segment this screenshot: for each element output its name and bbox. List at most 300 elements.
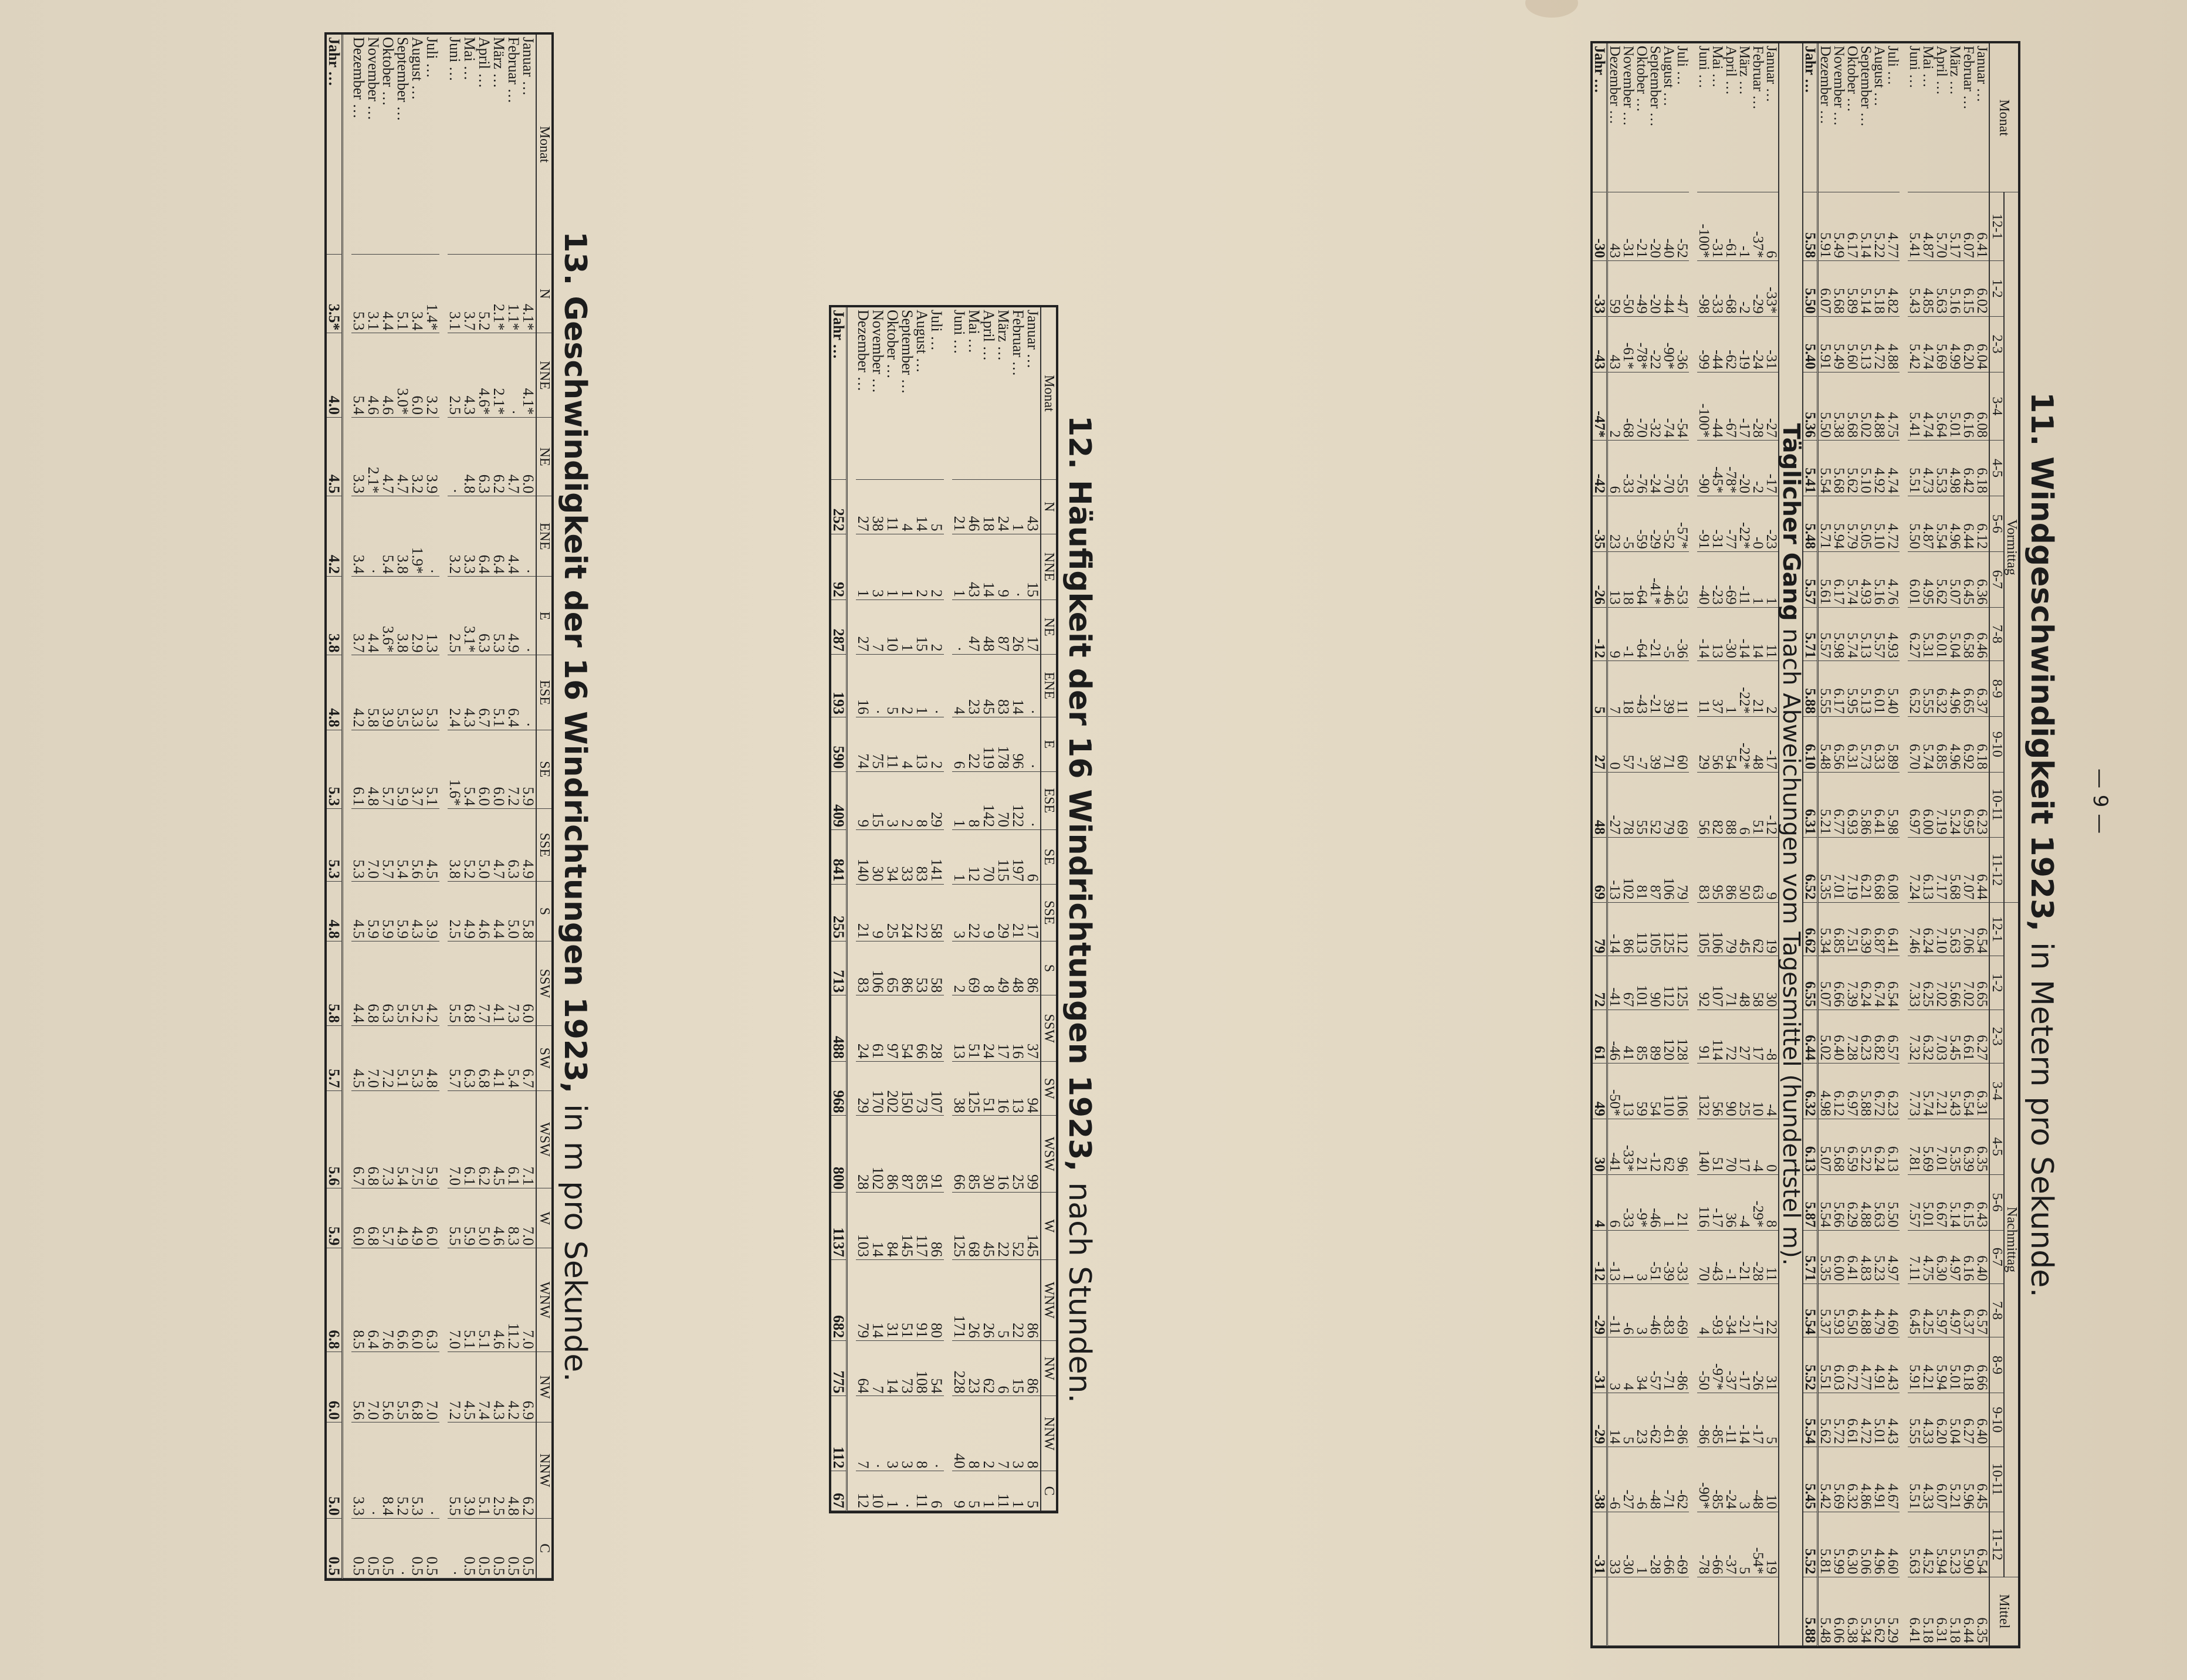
value-cell: 5.18 xyxy=(1921,1577,1935,1645)
header-nne: NNE xyxy=(1041,534,1056,599)
value-cell: 6.3 xyxy=(477,577,492,655)
table-row xyxy=(952,307,967,1511)
value-cell: 6.39 xyxy=(1859,902,1873,956)
deviation-year-value: -29 xyxy=(1593,1283,1607,1337)
value-cell: 5.01 xyxy=(1948,372,1962,441)
value-cell: 6.97 xyxy=(1908,772,1921,837)
header-hour: 12-1 xyxy=(1989,902,2004,956)
value-cell: 96 xyxy=(1011,717,1025,771)
value-cell: 13 xyxy=(915,717,929,771)
value-cell: 3.9 xyxy=(425,418,439,496)
table-row xyxy=(521,35,536,1579)
value-cell: 3.8 xyxy=(395,496,410,577)
value-cell: 6.54 xyxy=(1975,1512,1989,1577)
deviation-cell: -27 xyxy=(1607,772,1622,837)
value-cell: · xyxy=(900,1471,915,1511)
value-cell: 3.1* xyxy=(462,577,477,655)
deviation-cell: 106 xyxy=(1662,837,1675,902)
header-hour: 9-10 xyxy=(1989,1393,2004,1447)
value-cell: 6.36 xyxy=(1975,551,1989,607)
month-label: August … xyxy=(410,35,425,255)
value-cell: 64 xyxy=(856,1341,871,1396)
value-cell: 6.9 xyxy=(521,1352,536,1422)
deviation-cell: -24 xyxy=(1751,316,1765,372)
deviation-cell: 52 xyxy=(1648,772,1662,837)
value-cell: 86 xyxy=(885,1116,900,1192)
value-cell: 5.05 xyxy=(1859,496,1873,551)
value-cell: 6.59 xyxy=(1846,1119,1859,1174)
value-cell: 5.68 xyxy=(1832,441,1846,496)
value-cell: 6.65 xyxy=(1975,956,1989,1010)
value-cell: 12 xyxy=(967,830,981,885)
value-cell: 6.41 xyxy=(1873,772,1886,837)
deviation-cell: -44 xyxy=(1662,260,1675,316)
value-cell: 27 xyxy=(856,480,871,534)
value-cell: 6.54 xyxy=(1975,902,1989,956)
month-label: März … xyxy=(1948,43,1962,192)
year-label: Jahr … xyxy=(1803,43,1818,192)
value-cell: 145 xyxy=(900,1192,915,1259)
deviation-cell: -52 xyxy=(1675,192,1689,261)
deviation-cell: 14 xyxy=(1607,1393,1622,1447)
header-sw: SW xyxy=(536,1025,551,1090)
value-cell: 7.01 xyxy=(1935,1119,1948,1174)
value-cell: 6.4 xyxy=(477,496,492,577)
value-cell: 5.6 xyxy=(381,1352,395,1422)
deviation-cell: 101 xyxy=(1635,956,1648,1010)
header-hour: 4-5 xyxy=(1989,1119,2004,1174)
deviation-cell: 83 xyxy=(1697,837,1711,902)
value-cell: 5.70 xyxy=(1935,192,1948,261)
deviation-cell: 25 xyxy=(1738,1063,1751,1119)
value-cell: 5.34 xyxy=(1859,1577,1873,1645)
table-row xyxy=(366,35,381,1579)
value-cell: 3.7 xyxy=(410,730,425,808)
deviation-cell: 6 xyxy=(1607,441,1622,496)
value-cell: 6.0 xyxy=(521,941,536,1026)
deviation-cell: -29 xyxy=(1751,260,1765,316)
empty-cell xyxy=(1607,1577,1622,1645)
value-cell: 5.89 xyxy=(1846,260,1859,316)
value-cell: 9 xyxy=(871,884,885,941)
value-cell: 5.07 xyxy=(1818,956,1833,1010)
value-cell: 5.01 xyxy=(1873,1393,1886,1447)
header-hour: 6-7 xyxy=(1989,1230,2004,1283)
value-cell: 3.1 xyxy=(448,255,462,333)
value-cell: 4.97 xyxy=(1886,1230,1900,1283)
value-cell: 6.41 xyxy=(1908,1577,1921,1645)
value-cell: 58 xyxy=(929,941,944,995)
deviation-cell: -33 xyxy=(1675,1230,1689,1283)
header-nw: NW xyxy=(1041,1341,1056,1396)
value-cell: 6.23 xyxy=(1886,1063,1900,1119)
month-label: November … xyxy=(366,35,381,255)
value-cell: 5.69 xyxy=(1832,1447,1846,1512)
value-cell: 5.18 xyxy=(1873,260,1886,316)
value-cell: 3.2 xyxy=(425,333,439,418)
deviation-cell: 71 xyxy=(1662,716,1675,772)
value-cell: 3.9 xyxy=(381,655,395,730)
deviation-cell: -55 xyxy=(1675,441,1689,496)
paper-stain xyxy=(1525,0,1578,18)
table-row xyxy=(1025,307,1041,1511)
deviation-cell: 2 xyxy=(1607,372,1622,441)
value-cell: 3.1 xyxy=(366,255,381,333)
value-cell: 45 xyxy=(981,654,996,717)
value-cell: 24 xyxy=(856,995,871,1062)
year-value: 5.88 xyxy=(1803,1577,1818,1645)
deviation-cell: -13 xyxy=(1607,1230,1622,1283)
value-cell: 23 xyxy=(967,1341,981,1396)
value-cell: 7.7 xyxy=(477,941,492,1026)
deviation-cell: -28 xyxy=(1751,1230,1765,1283)
deviation-cell: -47 xyxy=(1675,260,1689,316)
deviation-cell: -51 xyxy=(1648,1230,1662,1283)
table-12-panel xyxy=(829,305,1097,1513)
value-cell: 6.74 xyxy=(1873,956,1886,1010)
year-value: 5.52 xyxy=(1803,1337,1818,1393)
value-cell: 7.2 xyxy=(448,1352,462,1422)
empty-cell xyxy=(1711,1577,1724,1645)
month-label: September … xyxy=(900,307,915,480)
deviation-row xyxy=(1711,43,1724,1646)
header-hour: 12-1 xyxy=(1989,192,2004,261)
value-cell: 24 xyxy=(900,884,915,941)
value-cell: 7.11 xyxy=(1908,1230,1921,1283)
value-cell: 6.52 xyxy=(1908,661,1921,717)
deviation-cell: 17 xyxy=(1751,1010,1765,1063)
deviation-cell: 6 xyxy=(1765,192,1779,261)
value-cell: 141 xyxy=(929,830,944,885)
value-cell: 10 xyxy=(885,600,900,655)
month-label: Januar … xyxy=(1975,43,1989,192)
table-row xyxy=(1921,43,1935,1646)
value-cell: 1 xyxy=(1011,480,1025,534)
value-cell: 7.3 xyxy=(506,941,521,1026)
table-11 xyxy=(1590,41,2020,1648)
table-header-row xyxy=(1041,307,1056,1511)
deviation-cell: 79 xyxy=(1662,772,1675,837)
value-cell: 0.5 xyxy=(410,1518,425,1578)
deviation-cell: 11 xyxy=(1765,607,1779,661)
value-cell: 4.76 xyxy=(1886,551,1900,607)
deviation-cell: -91 xyxy=(1697,496,1711,551)
year-value: 3.5* xyxy=(327,255,343,333)
value-cell: 122 xyxy=(1011,771,1025,830)
value-cell: 7.03 xyxy=(1935,1010,1948,1063)
year-value: 5.87 xyxy=(1803,1174,1818,1230)
value-cell: 91 xyxy=(929,1116,944,1192)
year-value: 5.52 xyxy=(1803,1512,1818,1577)
year-value: 5.3 xyxy=(327,730,343,808)
deviation-cell: 5 xyxy=(1621,1393,1635,1447)
year-value: 4.2 xyxy=(327,496,343,577)
value-cell: 6.00 xyxy=(1832,1230,1846,1283)
month-label: November … xyxy=(871,307,885,480)
value-cell: 6.24 xyxy=(1873,1119,1886,1174)
value-cell: 5.1 xyxy=(395,1025,410,1090)
deviation-cell: -68 xyxy=(1621,372,1635,441)
value-cell: 4.3 xyxy=(492,1352,506,1422)
header-nw: NW xyxy=(536,1352,551,1422)
value-cell: 7 xyxy=(871,600,885,655)
value-cell: 4.88 xyxy=(1859,1283,1873,1337)
deviation-cell: 106 xyxy=(1675,1063,1689,1119)
value-cell: 0.5 xyxy=(506,1518,521,1578)
value-cell: 22 xyxy=(967,717,981,771)
value-cell: 6.15 xyxy=(1962,1174,1975,1230)
value-cell: 7.19 xyxy=(1846,837,1859,902)
deviation-cell: 1 xyxy=(1765,551,1779,607)
value-cell: 4.6 xyxy=(492,1248,506,1352)
deviation-cell: -59 xyxy=(1635,496,1648,551)
deviation-cell: -83 xyxy=(1662,1283,1675,1337)
year-value: 255 xyxy=(831,884,847,941)
value-cell: 5.13 xyxy=(1859,661,1873,717)
deviation-row xyxy=(1621,43,1635,1646)
deviation-year-value: -30 xyxy=(1593,192,1607,261)
deviation-year-value: -33 xyxy=(1593,260,1607,316)
value-cell: 6.12 xyxy=(1975,496,1989,551)
value-cell: 5.10 xyxy=(1859,441,1873,496)
value-cell: 6.33 xyxy=(1873,716,1886,772)
deviation-cell: -24 xyxy=(1724,1447,1738,1512)
value-cell: 7.21 xyxy=(1935,1063,1948,1119)
header-hour: 11-12 xyxy=(1989,1512,2004,1577)
value-cell: 6.07 xyxy=(1935,1447,1948,1512)
value-cell: 46 xyxy=(967,480,981,534)
value-cell: 5.97 xyxy=(1935,1283,1948,1337)
value-cell: 4.77 xyxy=(1886,192,1900,261)
value-cell: 5.63 xyxy=(1935,260,1948,316)
value-cell: 6.15 xyxy=(1962,260,1975,316)
header-ssw: SSW xyxy=(536,941,551,1026)
deviation-cell: 114 xyxy=(1711,1010,1724,1063)
value-cell: 5.41 xyxy=(1908,192,1921,261)
deviation-cell: -4 xyxy=(1751,1119,1765,1174)
value-cell: 6.25 xyxy=(1921,956,1935,1010)
year-value: 4.8 xyxy=(327,655,343,730)
value-cell: · xyxy=(929,1396,944,1471)
value-cell: 3.3 xyxy=(462,496,477,577)
value-cell: 48 xyxy=(981,600,996,655)
deviation-cell: 70 xyxy=(1724,1119,1738,1174)
deviation-cell: -76 xyxy=(1635,441,1648,496)
month-label: Dezember … xyxy=(351,35,366,255)
value-cell: 4.6 xyxy=(366,333,381,418)
value-cell: 171 xyxy=(952,1259,967,1340)
deviation-cell: 13 xyxy=(1621,1063,1635,1119)
value-cell: · xyxy=(871,654,885,717)
value-cell: 14 xyxy=(871,1259,885,1340)
value-cell: 3.2 xyxy=(448,496,462,577)
value-cell: 97 xyxy=(885,995,900,1062)
value-cell: 2.5 xyxy=(448,333,462,418)
deviation-cell: 1 xyxy=(1635,1512,1648,1577)
deviation-cell: -50* xyxy=(1607,1063,1622,1119)
value-cell: 3.3 xyxy=(351,418,366,496)
value-cell: 4.93 xyxy=(1859,551,1873,607)
value-cell: 6.17 xyxy=(1846,192,1859,261)
deviation-year-value: 79 xyxy=(1593,902,1607,956)
value-cell: 22 xyxy=(967,884,981,941)
deviation-cell: -64 xyxy=(1635,607,1648,661)
header-nne: NNE xyxy=(536,333,551,418)
deviation-cell: -44 xyxy=(1711,372,1724,441)
value-cell: 6.0 xyxy=(410,1248,425,1352)
value-cell: 28 xyxy=(856,1116,871,1192)
year-row xyxy=(1803,43,1818,1646)
value-cell: 3.6* xyxy=(381,577,395,655)
value-cell: 5.98 xyxy=(1832,607,1846,661)
deviation-cell: 9 xyxy=(1607,607,1622,661)
table-row xyxy=(1832,43,1846,1646)
year-row xyxy=(327,35,343,1579)
value-cell: 6.07 xyxy=(1818,260,1833,316)
value-cell: 5.7 xyxy=(381,1188,395,1248)
value-cell: 87 xyxy=(996,600,1011,655)
value-cell: 24 xyxy=(996,480,1011,534)
deviation-cell: -17 xyxy=(1738,372,1751,441)
deviation-cell: -14 xyxy=(1738,1393,1751,1447)
deviation-cell: -23 xyxy=(1711,551,1724,607)
value-cell: 1 xyxy=(856,534,871,599)
value-cell: 6.42 xyxy=(1962,441,1975,496)
deviation-cell: -90 xyxy=(1697,441,1711,496)
value-cell: 29 xyxy=(929,771,944,830)
value-cell: 6.72 xyxy=(1873,1063,1886,1119)
deviation-cell: 23 xyxy=(1607,496,1622,551)
value-cell: 5.22 xyxy=(1859,1119,1873,1174)
deviation-cell: 125 xyxy=(1675,956,1689,1010)
value-cell: 5.9 xyxy=(395,730,410,808)
value-cell: 1 xyxy=(1011,1471,1025,1511)
deviation-cell: 63 xyxy=(1751,837,1765,902)
value-cell: 2.5 xyxy=(448,577,462,655)
deviation-cell: -33 xyxy=(1621,1174,1635,1230)
value-cell: 5.5 xyxy=(448,941,462,1026)
value-cell: 5.23 xyxy=(1873,1230,1886,1283)
month-label: März … xyxy=(492,35,506,255)
value-cell: 6.17 xyxy=(1832,551,1846,607)
deviation-cell: 1 xyxy=(1724,661,1738,717)
value-cell: 6.68 xyxy=(1873,837,1886,902)
table-row xyxy=(1859,43,1873,1646)
value-cell: 4.5 xyxy=(425,808,439,881)
value-cell: 8.3 xyxy=(506,1188,521,1248)
value-cell: 5.45 xyxy=(1948,1010,1962,1063)
month-label: Januar … xyxy=(521,35,536,255)
month-label: September … xyxy=(395,35,410,255)
value-cell: 3.8 xyxy=(448,808,462,881)
value-cell: 6.61 xyxy=(1846,1393,1859,1447)
deviation-cell: 107 xyxy=(1711,956,1724,1010)
header-se: SE xyxy=(536,730,551,808)
deviation-cell: 3 xyxy=(1607,1337,1622,1393)
table-row xyxy=(871,307,885,1511)
header-sse: SSE xyxy=(1041,884,1056,941)
value-cell: 74 xyxy=(856,717,871,771)
value-cell: 5.14 xyxy=(1859,260,1873,316)
deviation-cell: -67 xyxy=(1724,372,1738,441)
deviation-cell: 56 xyxy=(1711,1063,1724,1119)
value-cell: 14 xyxy=(981,534,996,599)
header-e: E xyxy=(536,577,551,655)
value-cell: 6 xyxy=(929,1471,944,1511)
value-cell: 70 xyxy=(981,830,996,885)
deviation-cell: -85 xyxy=(1711,1447,1724,1512)
value-cell: 5.0 xyxy=(477,808,492,881)
value-cell: 5.35 xyxy=(1818,837,1833,902)
value-cell: 4.5 xyxy=(351,881,366,941)
value-cell: 4.98 xyxy=(1818,1063,1833,1119)
value-cell: 5.60 xyxy=(1846,316,1859,372)
value-cell: 7.2 xyxy=(381,1025,395,1090)
deviation-cell: -17 xyxy=(1738,1337,1751,1393)
value-cell: 4.1 xyxy=(492,941,506,1026)
deviation-cell: 39 xyxy=(1662,661,1675,717)
value-cell: 7.2 xyxy=(506,730,521,808)
value-cell: 5.51 xyxy=(1908,1447,1921,1512)
value-cell: 6.45 xyxy=(1908,1283,1921,1337)
value-cell: 5.57 xyxy=(1873,607,1886,661)
value-cell: 84 xyxy=(885,1192,900,1259)
deviation-cell: -21 xyxy=(1738,1283,1751,1337)
value-cell: 87 xyxy=(900,1116,915,1192)
value-cell: 4.8 xyxy=(506,1422,521,1518)
deviation-cell: -41* xyxy=(1648,551,1662,607)
value-cell: 5.3 xyxy=(351,255,366,333)
value-cell: 6.85 xyxy=(1935,716,1948,772)
header-hour: 9-10 xyxy=(1989,716,2004,772)
value-cell: 115 xyxy=(996,830,1011,885)
value-cell: 4.2 xyxy=(351,655,366,730)
year-value: 409 xyxy=(831,771,847,830)
deviation-cell: -46 xyxy=(1607,1010,1622,1063)
year-value: 6.31 xyxy=(1803,772,1818,837)
deviation-cell: -33 xyxy=(1711,260,1724,316)
value-cell: 4 xyxy=(952,654,967,717)
value-cell: 6.27 xyxy=(1975,1010,1989,1063)
value-cell: 7.28 xyxy=(1846,1010,1859,1063)
table-row xyxy=(492,35,506,1579)
year-value: 4.8 xyxy=(327,881,343,941)
deviation-cell: -14 xyxy=(1607,902,1622,956)
year-value: 5.0 xyxy=(327,1422,343,1518)
value-cell: 5.55 xyxy=(1921,661,1935,717)
value-cell: 4.75 xyxy=(1886,372,1900,441)
deviation-cell: 67 xyxy=(1621,956,1635,1010)
month-label: Juni … xyxy=(448,35,462,255)
value-cell: 6.65 xyxy=(1962,661,1975,717)
deviation-cell: -9* xyxy=(1635,1174,1648,1230)
value-cell: 4.6 xyxy=(477,881,492,941)
value-cell: 0.5 xyxy=(477,1518,492,1578)
deviation-cell: 55 xyxy=(1635,772,1648,837)
value-cell: 70 xyxy=(996,771,1011,830)
month-label: August … xyxy=(1662,43,1675,192)
value-cell: 5.7 xyxy=(381,808,395,881)
value-cell: 5.07 xyxy=(1948,551,1962,607)
table-row xyxy=(1948,43,1962,1646)
header-sw: SW xyxy=(1041,1061,1056,1116)
month-label: Dezember … xyxy=(1818,43,1833,192)
value-cell: 5.63 xyxy=(1908,1512,1921,1577)
value-cell: 4.4 xyxy=(381,255,395,333)
value-cell: 6.30 xyxy=(1846,1512,1859,1577)
month-label: Juli … xyxy=(425,35,439,255)
value-cell: 9 xyxy=(856,771,871,830)
